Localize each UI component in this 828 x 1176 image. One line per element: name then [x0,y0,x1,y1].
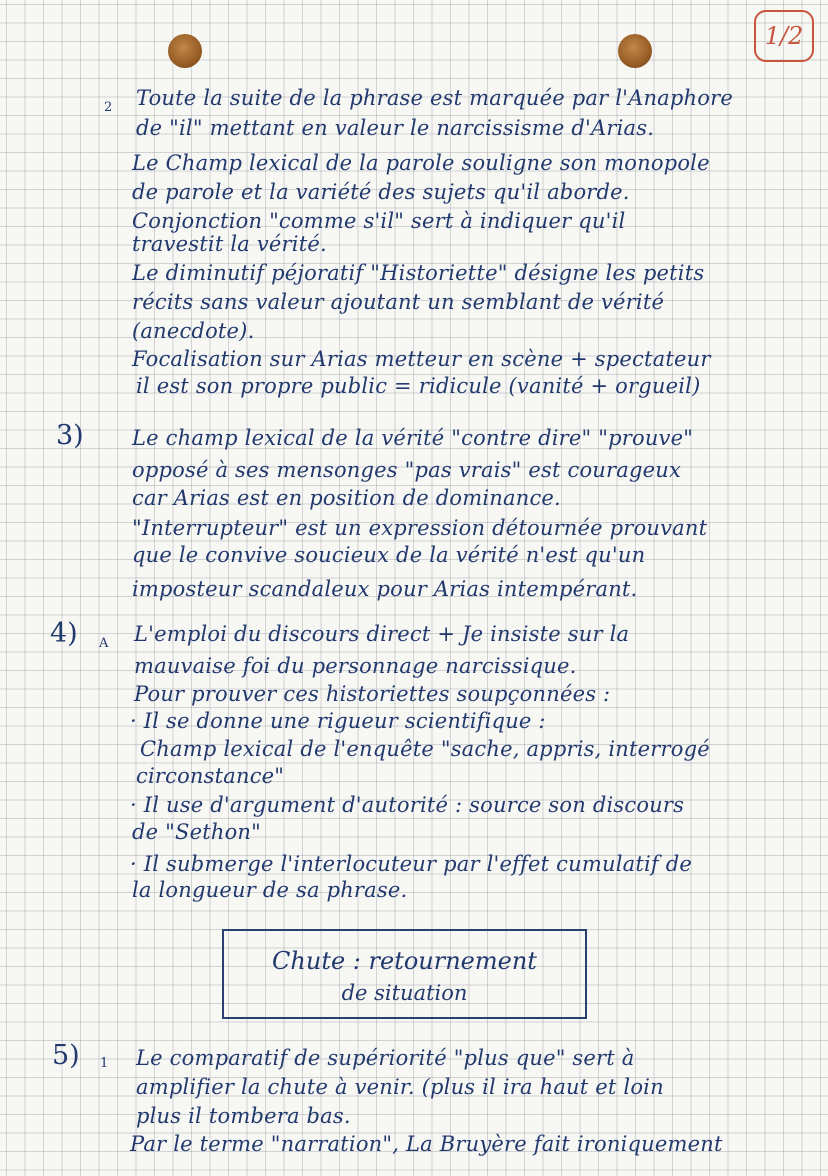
text-line: (anecdote). [132,319,255,343]
text-line: · Il se donne une rigueur scientifique : [130,709,546,733]
text-line: mauvaise foi du personnage narcissique. [134,654,577,678]
text-line: L'emploi du discours direct + Je insiste sur la [134,622,630,646]
marker-3: 3) [56,420,84,451]
text-line: Pour prouver ces historiettes soupçonnées : [134,682,611,706]
marker-4-sub: A [99,636,109,651]
text-line: Toute la suite de la phrase est marquée par l'Anaphore [136,86,733,110]
text-line: récits sans valeur ajoutant un semblant de vérité [132,290,665,314]
text-line: Par le terme "narration", La Bruyère fait ironiquement [130,1132,723,1156]
text-line: circonstance" [136,764,285,788]
text-line: opposé à ses mensonges "pas vrais" est courageux [132,458,682,482]
text-line: Le Champ lexical de la parole souligne son monopole [132,151,710,175]
text-line: il est son propre public = ridicule (vanité + orgueil) [136,374,701,398]
text-line: Champ lexical de l'enquête "sache, appris, interrogé [140,737,710,761]
boxed-heading [222,929,587,1019]
text-line: Focalisation sur Arias metteur en scène + spectateur [132,347,711,371]
text-line: la longueur de sa phrase. [132,878,408,902]
text-line: Le champ lexical de la vérité "contre dire" "prouve" [132,426,694,450]
text-line: "Interrupteur" est un expression détournée prouvant [132,516,708,540]
text-line: · Il submerge l'interlocuteur par l'effet cumulatif de [130,852,693,876]
text-line: que le convive soucieux de la vérité n'est qu'un [132,543,646,567]
text-line: car Arias est en position de dominance. [132,486,561,510]
text-line: Conjonction "comme s'il" sert à indiquer qu'il [132,209,626,233]
box-title: Chute : retournement [272,947,537,975]
marker-4: 4) [50,618,78,649]
text-line: Le diminutif péjoratif "Historiette" désigne les petits [132,261,705,285]
text-line: de "il" mettant en valeur le narcissisme d'Arias. [136,116,655,140]
text-line: amplifier la chute à venir. (plus il ira haut et loin [136,1075,664,1099]
text-line: · Il use d'argument d'autorité : source son discours [130,793,685,817]
punch-hole-left [168,34,202,68]
text-line: Le comparatif de supériorité "plus que" sert à [136,1046,635,1070]
text-line: plus il tombera bas. [136,1104,351,1128]
text-line: imposteur scandaleux pour Arias intempérant. [132,577,638,601]
marker-2: 2 [104,100,113,115]
page-number: 1/2 [754,10,814,62]
marker-5: 5) [52,1040,80,1071]
marker-5-sub: 1 [100,1056,109,1071]
text-line: de "Sethon" [132,820,262,844]
box-subtitle: de situation [341,981,468,1005]
text-line: de parole et la variété des sujets qu'il aborde. [132,180,630,204]
text-line: travestit la vérité. [132,232,327,256]
punch-hole-right [618,34,652,68]
